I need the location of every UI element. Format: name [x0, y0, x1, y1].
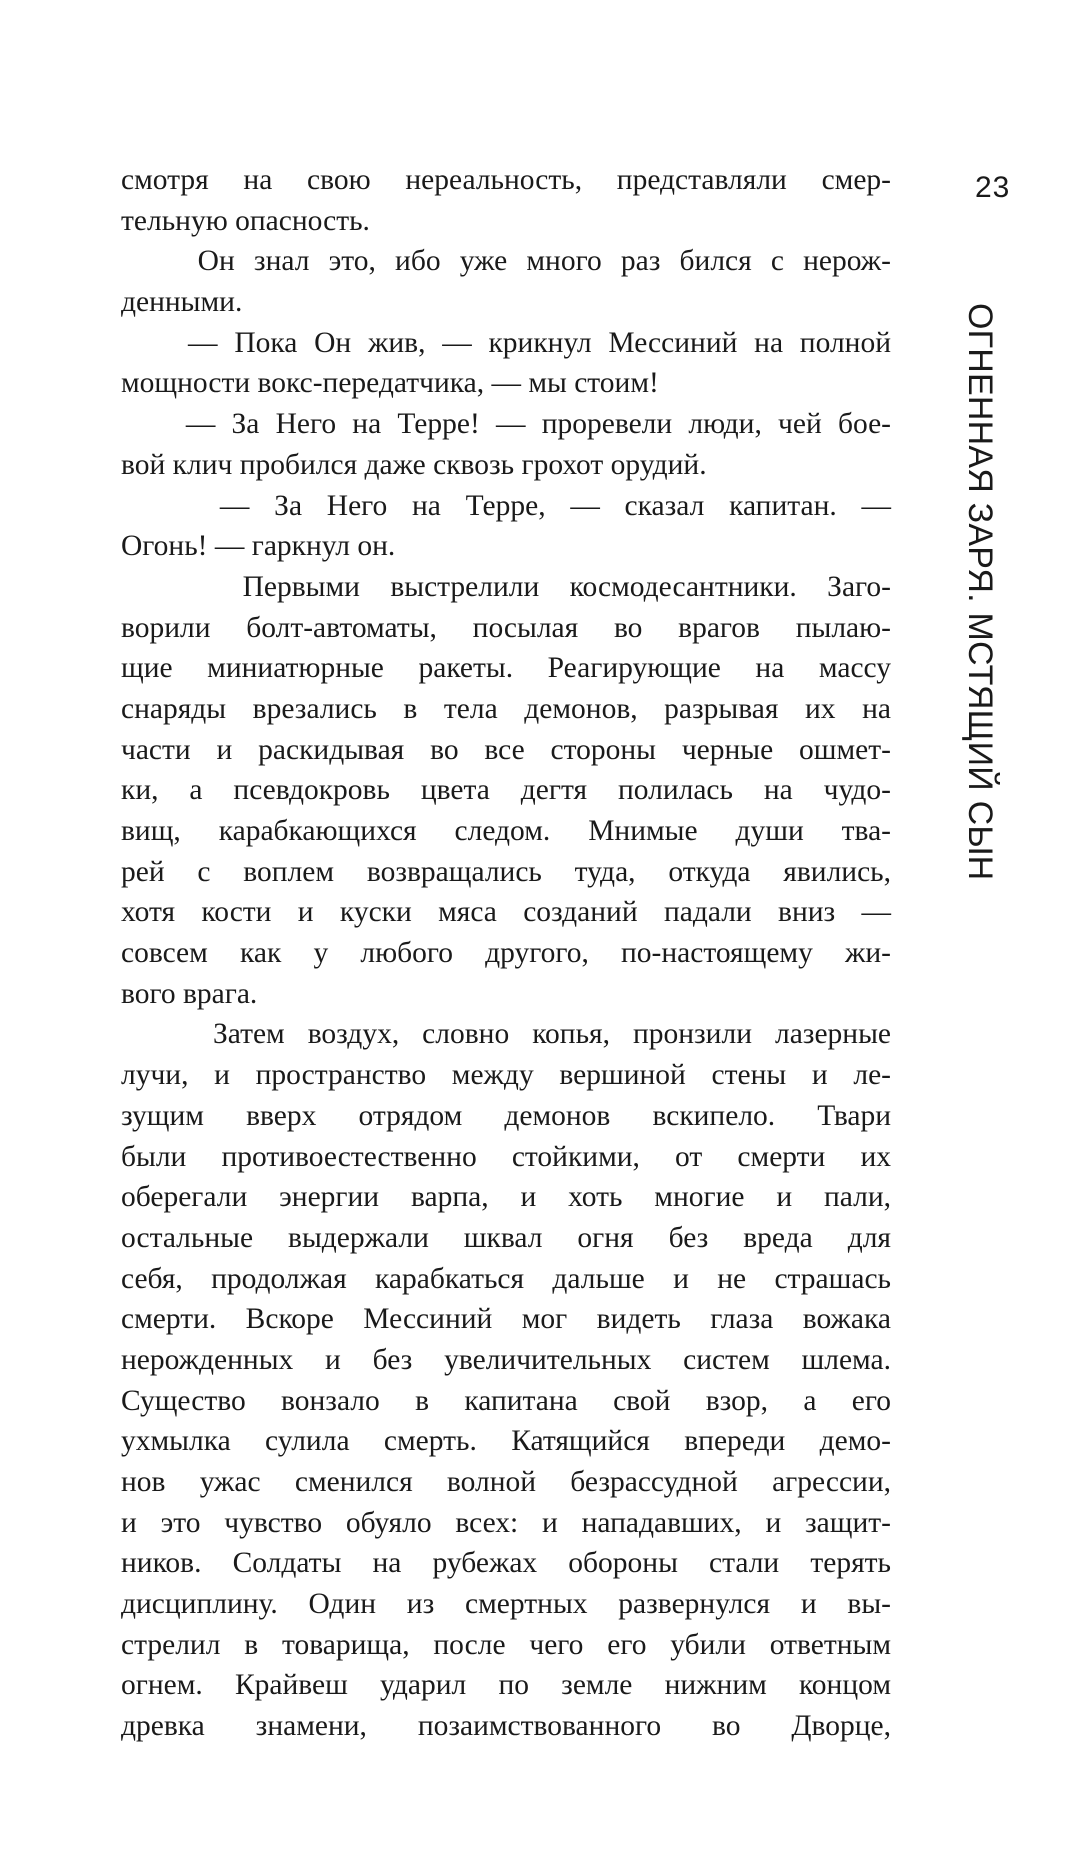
text-line: лучи, и пространство между вершиной стены и ле-: [121, 1059, 891, 1092]
text-line: рей с воплем возвращались туда, откуда явились,: [121, 855, 891, 888]
text-line: дисциплину. Один из смертных развернулся и вы-: [121, 1588, 891, 1621]
text-line: Первыми выстрелили космодесантники. Заго-: [121, 570, 891, 603]
text-line: — Пока Он жив, — крикнул Мессиний на полной: [121, 326, 891, 359]
text-line: хотя кости и куски мяса созданий падали вниз —: [121, 896, 891, 929]
text-line: и это чувство обуяло всех: и нападавших, и защит-: [121, 1506, 891, 1539]
text-line: тельную опасность.: [121, 204, 370, 237]
text-line: Он знал это, ибо уже много раз бился с нерож-: [121, 245, 891, 278]
running-title: ОГНЕННАЯ ЗАРЯ. МСТЯЩИЙ СЫН: [961, 303, 999, 881]
text-line: части и раскидывая во все стороны черные ошмет-: [121, 733, 891, 766]
text-line: ников. Солдаты на рубежах обороны стали терять: [121, 1547, 891, 1580]
text-line: Затем воздух, словно копья, пронзили лазерные: [121, 1018, 891, 1051]
text-line: смерти. Вскоре Мессиний мог видеть глаза вожака: [121, 1303, 891, 1336]
text-line: ворили болт-автоматы, посылая во врагов пылаю-: [121, 611, 891, 644]
text-line: вой клич пробился даже сквозь грохот орудий.: [121, 448, 707, 481]
text-line: вищ, карабкающихся следом. Мнимые души тва-: [121, 815, 891, 847]
page-number: 23: [975, 171, 1011, 204]
text-line: ки, а псевдокровь цвета дегтя полилась на чудо-: [121, 774, 891, 807]
text-line: огнем. Крайвеш ударил по земле нижним концом: [121, 1669, 891, 1702]
text-line: были противоестественно стойкими, от смерти их: [121, 1140, 891, 1173]
text-line: смотря на свою нереальность, представляли смер-: [121, 164, 891, 196]
text-line: вого врага.: [121, 977, 258, 1010]
text-line: стрелил в товарища, после чего его убили ответным: [121, 1628, 891, 1661]
text-line: — За Него на Терре! — проревели люди, чей бое-: [121, 408, 891, 441]
text-line: — За Него на Терре, — сказал капитан. —: [121, 489, 891, 522]
text-line: оберегали энергии варпа, и хоть многие и пали,: [121, 1181, 891, 1214]
text-line: зущим вверх отрядом демонов вскипело. Твари: [121, 1099, 891, 1132]
text-line: денными.: [121, 286, 243, 319]
text-line: Огонь! — гаркнул он.: [121, 530, 396, 563]
text-line: снаряды врезались в тела демонов, разрывая их на: [121, 692, 891, 725]
text-line: Существо вонзало в капитана свой взор, а его: [121, 1384, 891, 1417]
text-line: ухмылка сулила смерть. Катящийся впереди демо-: [121, 1425, 891, 1458]
body-text: [121, 160, 891, 1747]
text-line: нерожденных и без увеличительных систем шлема.: [121, 1343, 891, 1376]
text-line: совсем как у любого другого, по-настоящему жи-: [121, 937, 891, 970]
text-line: щие миниатюрные ракеты. Реагирующие на массу: [121, 652, 891, 685]
text-line: остальные выдержали шквал огня без вреда для: [121, 1221, 891, 1254]
text-line: мощности вокс-передатчика, — мы стоим!: [121, 367, 659, 400]
text-line: нов ужас сменился волной безрассудной агрессии,: [121, 1466, 891, 1498]
text-line: древка знамени, позаимствованного во Дворце,: [121, 1710, 891, 1743]
text-line: себя, продолжая карабкаться дальше и не страшась: [121, 1262, 891, 1295]
